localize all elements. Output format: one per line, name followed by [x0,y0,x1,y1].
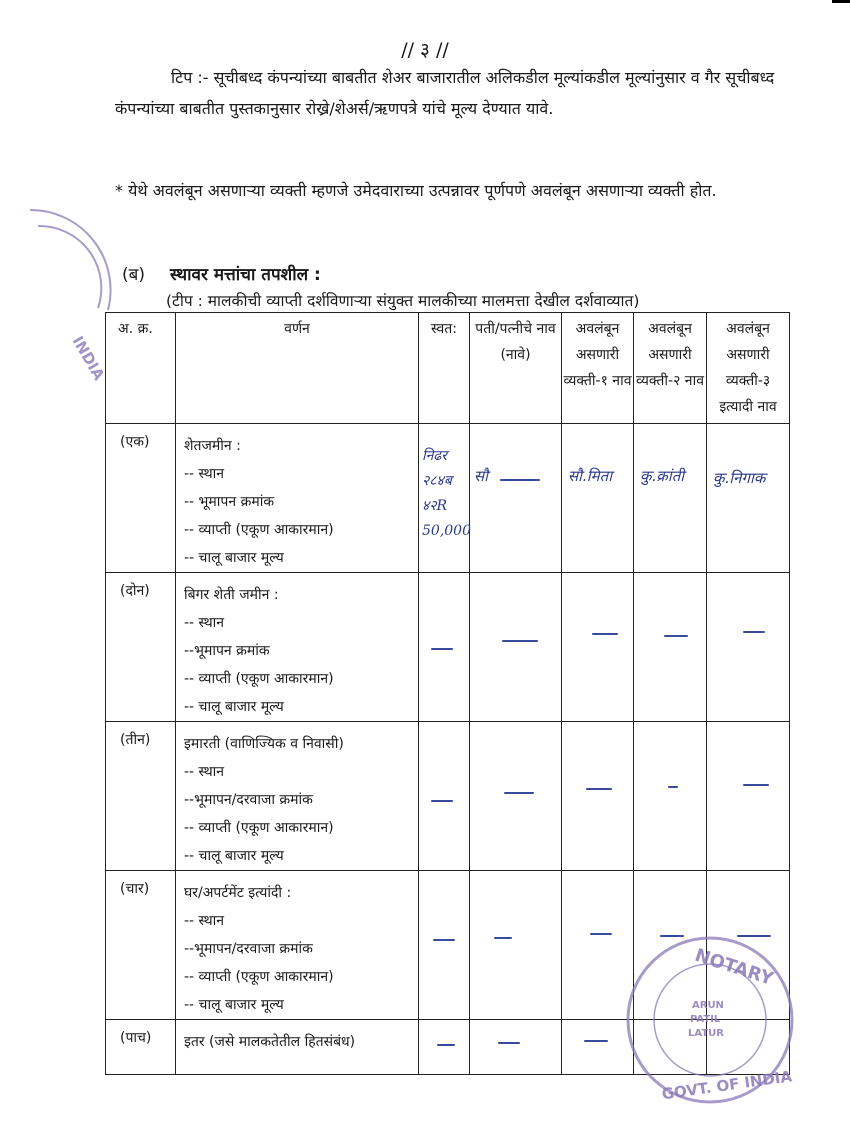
dash-mark [586,788,612,790]
row-description [176,573,419,722]
dependent-3-cell [707,573,790,722]
section-heading [122,262,321,285]
self-cell [419,1020,470,1075]
row-item: -- स्थान [184,764,225,780]
seal-stamp-text: INDIA [68,333,109,384]
dependent-3-cell [707,722,790,871]
dash-mark [590,933,612,935]
dash-mark [743,631,765,633]
header-dependent-2: अवलंबून असणारी व्यक्ती-२ नाव [634,313,707,424]
row-item: -- चालू बाजार मूल्य [184,848,284,864]
spouse-cell [470,722,562,871]
page-number: // ३ // [401,39,449,61]
row-serial: (तीन) [106,722,176,871]
row-title: शेतजमीन : [184,438,241,454]
row-title: घर/अपर्टमेंट इत्यांदी : [184,885,292,901]
row-description [176,871,419,1020]
row-item: -- चालू बाजार मूल्य [184,997,284,1013]
header-dependent-3: अवलंबून असणारी व्यक्ती-३ इत्यादी नाव [707,313,790,424]
row-item: -- चालू बाजार मूल्य [184,699,284,715]
row-title: इतर (जसे मालकतेतील हितसंबंध) [184,1034,356,1050]
row-serial: (दोन) [106,573,176,722]
header-dependent-1: अवलंबून असणारी व्यक्ती-१ नाव [562,313,634,424]
row-title: बिगर शेती जमीन : [184,587,279,603]
section-note: (टीप : मालकीची व्याप्ती दर्शविणाऱ्या संयुक्त मालकीच्या मालमत्ता देखील दर्शवाव्यात) [166,292,640,310]
self-cell [419,424,470,573]
dash-mark [504,792,534,794]
row-description [176,1020,419,1075]
spouse-cell [470,871,562,1020]
row-item: -- व्याप्ती (एकूण आकारमान) [184,969,334,985]
notary-seal-govt: GOVT. OF INDIA [660,1067,794,1104]
self-handwritten [422,444,471,544]
dash-mark [668,786,678,788]
corner-mark [832,0,850,3]
dash-mark [584,1040,608,1042]
spouse-cell [470,1020,562,1075]
dash-mark [431,800,453,802]
handwritten-dependent-3: कु.निगाक [713,469,766,487]
row-item: --भूमापन/दरवाजा क्रमांक [184,792,313,808]
notary-seal-name: ARUN [692,1000,724,1011]
row-item: -- स्थान [184,466,225,482]
dash-mark [494,937,512,939]
dependent-1-cell [562,722,634,871]
row-item: -- व्याप्ती (एकूण आकारमान) [184,820,334,836]
section-title: स्थावर मत्तांचा तपशील : [170,265,321,285]
notary-seal-place: LATUR [688,1028,724,1039]
dash-mark [592,633,618,635]
row-item: -- भूमापन क्रमांक [184,494,275,510]
dependent-3-cell [707,424,790,573]
handwritten-spouse: सौ [474,467,489,485]
handwritten-area: ४२R [422,498,448,514]
spouse-cell [470,424,562,573]
note-tip [115,62,795,124]
row-item: --भूमापन/दरवाजा क्रमांक [184,941,313,957]
row-serial: (एक) [106,424,176,573]
row-item: -- व्याप्ती (एकूण आकारमान) [184,671,334,687]
dash-mark [502,640,538,642]
dash-mark [431,648,453,650]
notary-seal-title: NOTARY [692,944,776,990]
spouse-cell [470,573,562,722]
table-header-row [106,313,790,424]
table-row [106,573,790,722]
dependent-2-cell [634,722,707,871]
header-self: स्वत: [419,313,470,424]
dash-mark [500,479,540,481]
dependent-1-cell [562,424,634,573]
table-row [106,424,790,573]
header-spouse: पती/पत्नीचे नाव (नावे) [470,313,562,424]
dependent-1-cell [562,573,634,722]
table-row [106,722,790,871]
notary-seal-icon [620,920,800,1120]
self-cell [419,871,470,1020]
header-description: वर्णन [176,313,419,424]
self-cell [419,573,470,722]
dependent-2-cell [634,573,707,722]
seal-stamp-icon [20,190,115,385]
dependent-2-cell [634,424,707,573]
row-title: इमारती (वाणिज्यिक व निवासी) [184,736,344,752]
dash-mark [437,1044,455,1046]
handwritten-dependent-1: सौ.मिता [568,467,613,485]
handwritten-dependent-2: कु.क्रांती [640,467,685,485]
handwritten-place: निढर [422,448,448,464]
dash-mark [664,635,688,637]
handwritten-value: 50,000 [422,523,471,539]
row-description [176,424,419,573]
note-dependent: * येथे अवलंबून असणाऱ्या व्यक्ती म्हणजे उमेदवाराच्या उत्पन्नावर पूर्णपणे अवलंबून असणाऱ्या व्यक्ती होत. [115,181,717,200]
row-serial: (चार) [106,871,176,1020]
section-label: (ब) [122,265,145,285]
notary-seal-surname: PATIL [690,1014,721,1025]
self-cell [419,722,470,871]
header-serial: अ. क्र. [106,313,176,424]
row-serial: (पाच) [106,1020,176,1075]
row-item: -- चालू बाजार मूल्य [184,550,284,566]
row-item: -- स्थान [184,615,225,631]
dash-mark [743,784,769,786]
dash-mark [433,939,455,941]
dash-mark [498,1042,520,1044]
row-item: --भूमापन क्रमांक [184,643,270,659]
row-item: -- स्थान [184,913,225,929]
note-tip-text: टिप :- सूचीबध्द कंपन्यांच्या बाबतीत शेअर बाजारातील अलिकडील मूल्यांकडील मूल्यांनुसार व गैर सूचीबध्द कंपन्यांच्या बाबतीत पुस्तकानुसार रोख्रे/शेअर्स/ऋणपत्रे यांचे मूल्य देण्यात यावे. [115,68,775,118]
handwritten-survey-number: २८४ब [422,473,452,489]
row-description [176,722,419,871]
row-item: -- व्याप्ती (एकूण आकारमान) [184,522,334,538]
